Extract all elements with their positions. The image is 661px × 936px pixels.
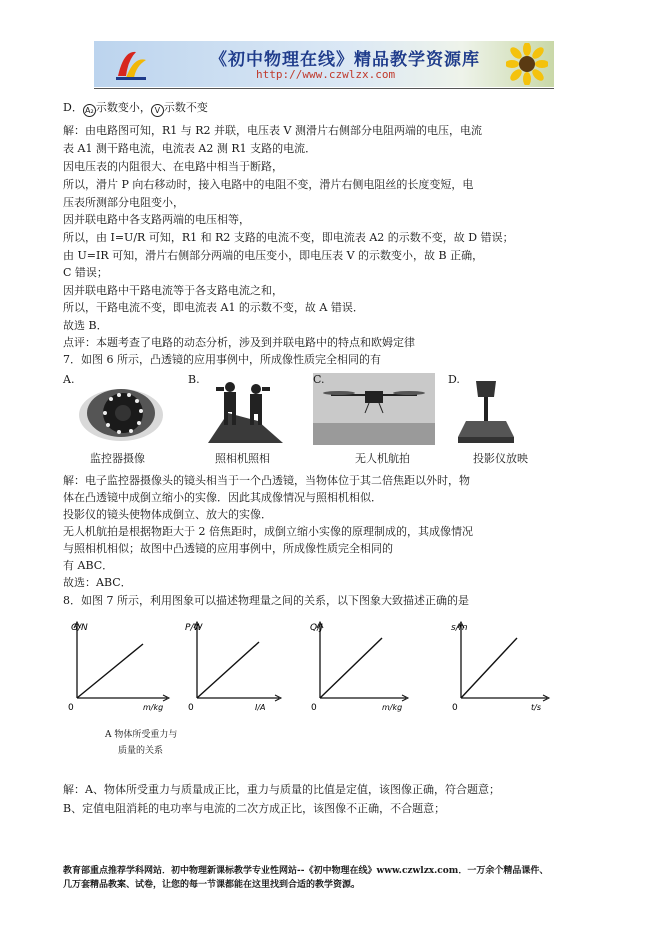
q6-solution-line: 表 A1 测干路电流，电流表 A2 测 R1 支路的电流． — [63, 142, 317, 155]
graph-c — [306, 618, 416, 716]
option-a-letter: A. — [63, 373, 75, 386]
option-d-text2: 示数不变 — [163, 101, 208, 114]
header-rule — [94, 88, 554, 89]
q6-solution-line: 因并联电路中干路电流等于各支路电流之和， — [63, 284, 283, 297]
q6-solution-line: 由 U=IR 可知，滑片右侧部分两端的电压变小，即电压表 V 的示数变小，故 B 正确， — [63, 249, 484, 262]
option-d-text1: 示数变小， — [95, 101, 151, 114]
q8-question: 8．如图 7 所示，利用图象可以描述物理量之间的关系，以下图象大致描述正确的是 — [63, 594, 469, 607]
caption-c: 无人机航拍 — [355, 452, 410, 465]
ammeter-a2-icon: A₂ — [83, 104, 96, 117]
sunflower-icon — [506, 43, 548, 85]
graph-d — [447, 618, 557, 716]
q6-solution-line: C 错误； — [63, 266, 108, 279]
option-d-line — [63, 101, 208, 117]
graph-c-origin: 0 — [311, 703, 317, 712]
q6-solution-line: 所以，滑片 P 向右移动时，接入电路中的电阻不变，滑片右侧电阻丝的长度变短，电 — [63, 178, 474, 191]
q7-solution-line: 解：电子监控器摄像头的镜头相当于一个凸透镜，当物体位于其二倍焦距以外时，物 — [63, 474, 470, 487]
q7-question: 7．如图 6 所示，凸透镜的应用事例中，所成像性质完全相同的有 — [63, 353, 381, 366]
header-banner — [94, 41, 554, 87]
graph-d-origin: 0 — [452, 703, 458, 712]
graph-b-ylabel: P/W — [185, 623, 203, 633]
q6-solution-line: 所以，由 I=U/R 可知，R1 和 R2 支路的电流不变，即电流表 A2 的示数不变，故 D 错误； — [63, 231, 514, 244]
q6-answer: 故选 B． — [63, 319, 108, 332]
photo-d-projector — [448, 373, 528, 445]
option-d-letter: D. — [448, 373, 460, 386]
graph-b-origin: 0 — [188, 703, 194, 712]
graph-b-xlabel: I/A — [255, 703, 266, 712]
photo-c-drone — [313, 373, 435, 445]
q7-solution-line: 投影仪的镜头使物体成倒立、放大的实像． — [63, 508, 272, 521]
option-d-prefix: D． — [63, 101, 83, 114]
q6-solution-line: 压表所测部分电阻变小， — [63, 196, 184, 209]
graph-c-xlabel: m/kg — [382, 703, 403, 712]
graph-c-ylabel: Q/J — [310, 623, 323, 633]
q7-solution-line: 无人机航拍是根据物距大于 2 倍焦距时，成倒立缩小实像的原理制成的，其成像情况 — [63, 525, 473, 538]
voltmeter-icon: V — [151, 104, 164, 117]
photo-b-photographers — [188, 373, 298, 443]
graph-b — [183, 618, 293, 716]
graph-a-caption-line1: A 物体所受重力与 — [105, 730, 178, 740]
site-logo-icon — [114, 46, 148, 82]
graph-d-ylabel: s/m — [451, 623, 468, 633]
caption-a: 监控器摄像 — [90, 452, 145, 465]
option-c-letter: C. — [313, 373, 325, 386]
graph-a — [63, 618, 173, 716]
q6-comment: 点评：本题考查了电路的动态分析，涉及到并联电路中的特点和欧姆定律 — [63, 336, 415, 349]
graph-d-xlabel: t/s — [531, 703, 541, 712]
photo-a-camera-eye — [63, 373, 175, 445]
graph-a-caption-line2: 质量的关系 — [118, 746, 164, 756]
footer-line2: 几万套精品教案、试卷，让您的每一节课都能在这里找到合适的教学资源。 — [63, 880, 361, 890]
option-b-letter: B. — [188, 373, 200, 386]
q8-solution-line: B、定值电阻消耗的电功率与电流的二次方成正比，该图像不正确，不合题意； — [63, 802, 446, 815]
q8-solution-line: 解：A、物体所受重力与质量成正比，重力与质量的比值是定值，该图像正确，符合题意； — [63, 783, 500, 796]
q7-solution-line: 体在凸透镜中成倒立缩小的实像．因此其成像情况与照相机相似． — [63, 491, 382, 504]
q6-solution-line: 所以，干路电流不变，即电流表 A1 的示数不变，故 A 错误． — [63, 301, 364, 314]
header-url[interactable]: http://www.czwlzx.com — [256, 68, 396, 81]
q6-solution-line: 因并联电路中各支路两端的电压相等， — [63, 213, 250, 226]
header-title: 《初中物理在线》精品教学资源库 — [210, 50, 480, 70]
q7-answer: 故选：ABC． — [63, 576, 132, 589]
graph-a-origin: 0 — [68, 703, 74, 712]
q7-solution-line: 有 ABC． — [63, 559, 114, 572]
q6-solution-line: 因电压表的内阻很大、在电路中相当于断路， — [63, 160, 283, 173]
caption-b: 照相机照相 — [215, 452, 270, 465]
graph-a-ylabel: G/N — [71, 623, 88, 633]
q6-solution-line: 解：由电路图可知，R1 与 R2 并联，电压表 V 测滑片右侧部分电阻两端的电压，电流 — [63, 124, 482, 137]
footer-line1: 教育部重点推荐学科网站．初中物理新课标教学专业性网站--《初中物理在线》www.czwlzx.com．一万余个精品课件、 — [63, 866, 549, 876]
graph-a-xlabel: m/kg — [143, 703, 164, 712]
q7-solution-line: 与照相机相似；故图中凸透镜的应用事例中，所成像性质完全相同的 — [63, 542, 393, 555]
caption-d: 投影仪放映 — [473, 452, 528, 465]
